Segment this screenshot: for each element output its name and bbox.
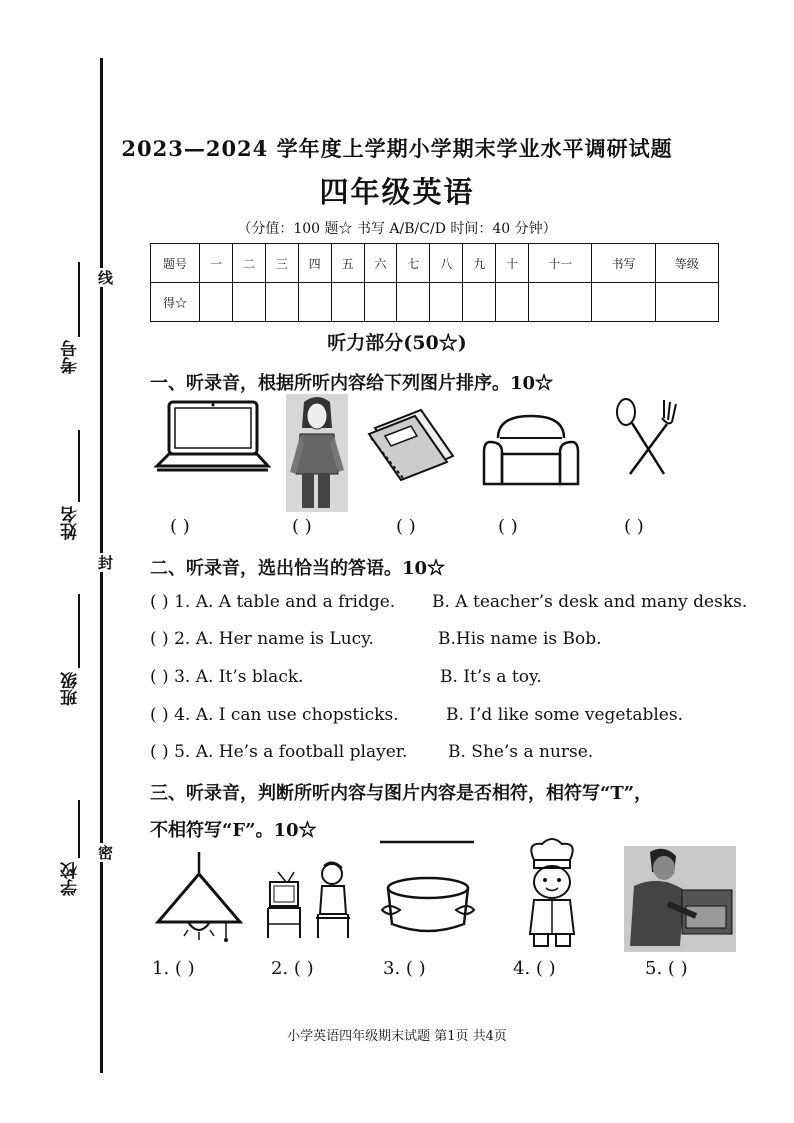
q2-option-a: 1. A. A table and a fridge. (174, 592, 396, 612)
school-label: 学校 (61, 862, 81, 896)
q2-option-a: 4. A. I can use chopsticks. (174, 705, 399, 725)
exam-title: 2023—2024 学年度上学期小学期末学业水平调研试题 (121, 136, 673, 161)
score-table (150, 243, 719, 322)
score-value-row (151, 283, 719, 322)
q2-answer-blank[interactable]: ( ) (150, 705, 169, 725)
exam-info: （分值：100 题☆ 书写 A/B/C/D 时间：40 分钟） (237, 221, 557, 237)
q2-item-1 (150, 592, 748, 612)
score-input[interactable] (397, 283, 430, 322)
score-input[interactable] (592, 283, 655, 322)
subject-title: 四年级英语 (319, 175, 475, 209)
score-cell: 十一 (529, 244, 592, 283)
school-field[interactable] (78, 800, 80, 858)
q2-answer-blank[interactable]: ( ) (150, 592, 169, 612)
q2-option-b: B. A teacher’s desk and many desks. (432, 592, 748, 612)
q3-blank-1[interactable]: 1. ( ) (152, 958, 195, 979)
q3-blank-4[interactable]: 4. ( ) (513, 958, 556, 979)
q3-heading-line2: 不相符写“F”。10☆ (150, 820, 317, 841)
q1-blank-5[interactable]: ( ) (624, 516, 644, 537)
laptop-icon (155, 398, 270, 474)
q2-item-4 (150, 705, 683, 725)
score-input[interactable] (496, 283, 529, 322)
cut-mark-line: 线 (96, 270, 114, 285)
q1-blank-4[interactable]: ( ) (498, 516, 518, 537)
q2-option-b: B. She’s a nurse. (448, 742, 594, 762)
score-input[interactable] (200, 283, 233, 322)
score-cell: 五 (331, 244, 364, 283)
exam-no-field[interactable] (78, 262, 80, 337)
q1-blank-2[interactable]: ( ) (292, 516, 312, 537)
q2-answer-blank[interactable]: ( ) (150, 667, 169, 687)
sofa-icon (482, 408, 580, 488)
girl-icon (286, 394, 348, 512)
q2-heading: 二、听录音，选出恰当的答语。10☆ (150, 558, 446, 579)
score-cell: 七 (397, 244, 430, 283)
q2-item-2 (150, 629, 602, 649)
q2-option-b: B. I’d like some vegetables. (446, 705, 683, 725)
q2-item-5 (150, 742, 594, 762)
q1-heading: 一、听录音，根据所听内容给下列图片排序。10☆ (150, 373, 554, 394)
cut-mark-seal: 封 (96, 555, 114, 570)
q2-answer-blank[interactable]: ( ) (150, 629, 169, 649)
score-cell: 三 (265, 244, 298, 283)
q3-heading-line1: 三、听录音，判断所听内容与图片内容是否相符，相符写“T”， (150, 783, 653, 804)
name-field[interactable] (78, 430, 80, 502)
spoon-fork-icon (612, 396, 684, 476)
lamp-icon (156, 852, 242, 944)
exam-no-label: 考号 (61, 340, 81, 374)
q2-item-3 (150, 667, 542, 687)
score-input[interactable] (655, 283, 718, 322)
score-input[interactable] (463, 283, 496, 322)
q3-blank-5[interactable]: 5. ( ) (645, 958, 688, 979)
bowl-icon (378, 838, 478, 938)
name-label: 姓名 (61, 506, 81, 540)
q1-blank-3[interactable]: ( ) (396, 516, 416, 537)
score-header-row (151, 244, 719, 283)
score-cell: 书写 (592, 244, 655, 283)
page-footer: 小学英语四年级期末试题 第1页 共4页 (287, 1029, 507, 1044)
listening-section-title: 听力部分(50☆) (327, 332, 467, 354)
q1-blank-1[interactable]: ( ) (170, 516, 190, 537)
score-cell: 四 (298, 244, 331, 283)
tv-girl-icon (264, 858, 356, 942)
class-label: 班级 (61, 672, 81, 706)
man-desk-icon (624, 846, 736, 952)
score-input[interactable] (232, 283, 265, 322)
cut-mark-secret: 密 (96, 845, 114, 860)
q2-option-a: 2. A. Her name is Lucy. (174, 629, 374, 649)
q2-option-b: B.His name is Bob. (438, 629, 602, 649)
score-input[interactable] (265, 283, 298, 322)
score-input[interactable] (364, 283, 397, 322)
score-input[interactable] (430, 283, 463, 322)
notebook-icon (363, 408, 455, 480)
q2-option-b: B. It’s a toy. (440, 667, 542, 687)
score-input[interactable] (331, 283, 364, 322)
q2-option-a: 3. A. It’s black. (174, 667, 304, 687)
score-cell: 等级 (655, 244, 718, 283)
score-cell: 九 (463, 244, 496, 283)
score-cell: 一 (200, 244, 233, 283)
score-cell: 十 (496, 244, 529, 283)
class-field[interactable] (78, 594, 80, 668)
q3-blank-3[interactable]: 3. ( ) (383, 958, 426, 979)
q2-answer-blank[interactable]: ( ) (150, 742, 169, 762)
score-row-label: 得☆ (151, 283, 200, 322)
score-cell: 八 (430, 244, 463, 283)
score-input[interactable] (298, 283, 331, 322)
cook-icon (520, 838, 584, 950)
q3-blank-2[interactable]: 2. ( ) (271, 958, 314, 979)
score-cell: 六 (364, 244, 397, 283)
score-input[interactable] (529, 283, 592, 322)
q2-option-a: 5. A. He’s a football player. (174, 742, 408, 762)
score-cell: 二 (232, 244, 265, 283)
score-cell: 题号 (151, 244, 200, 283)
